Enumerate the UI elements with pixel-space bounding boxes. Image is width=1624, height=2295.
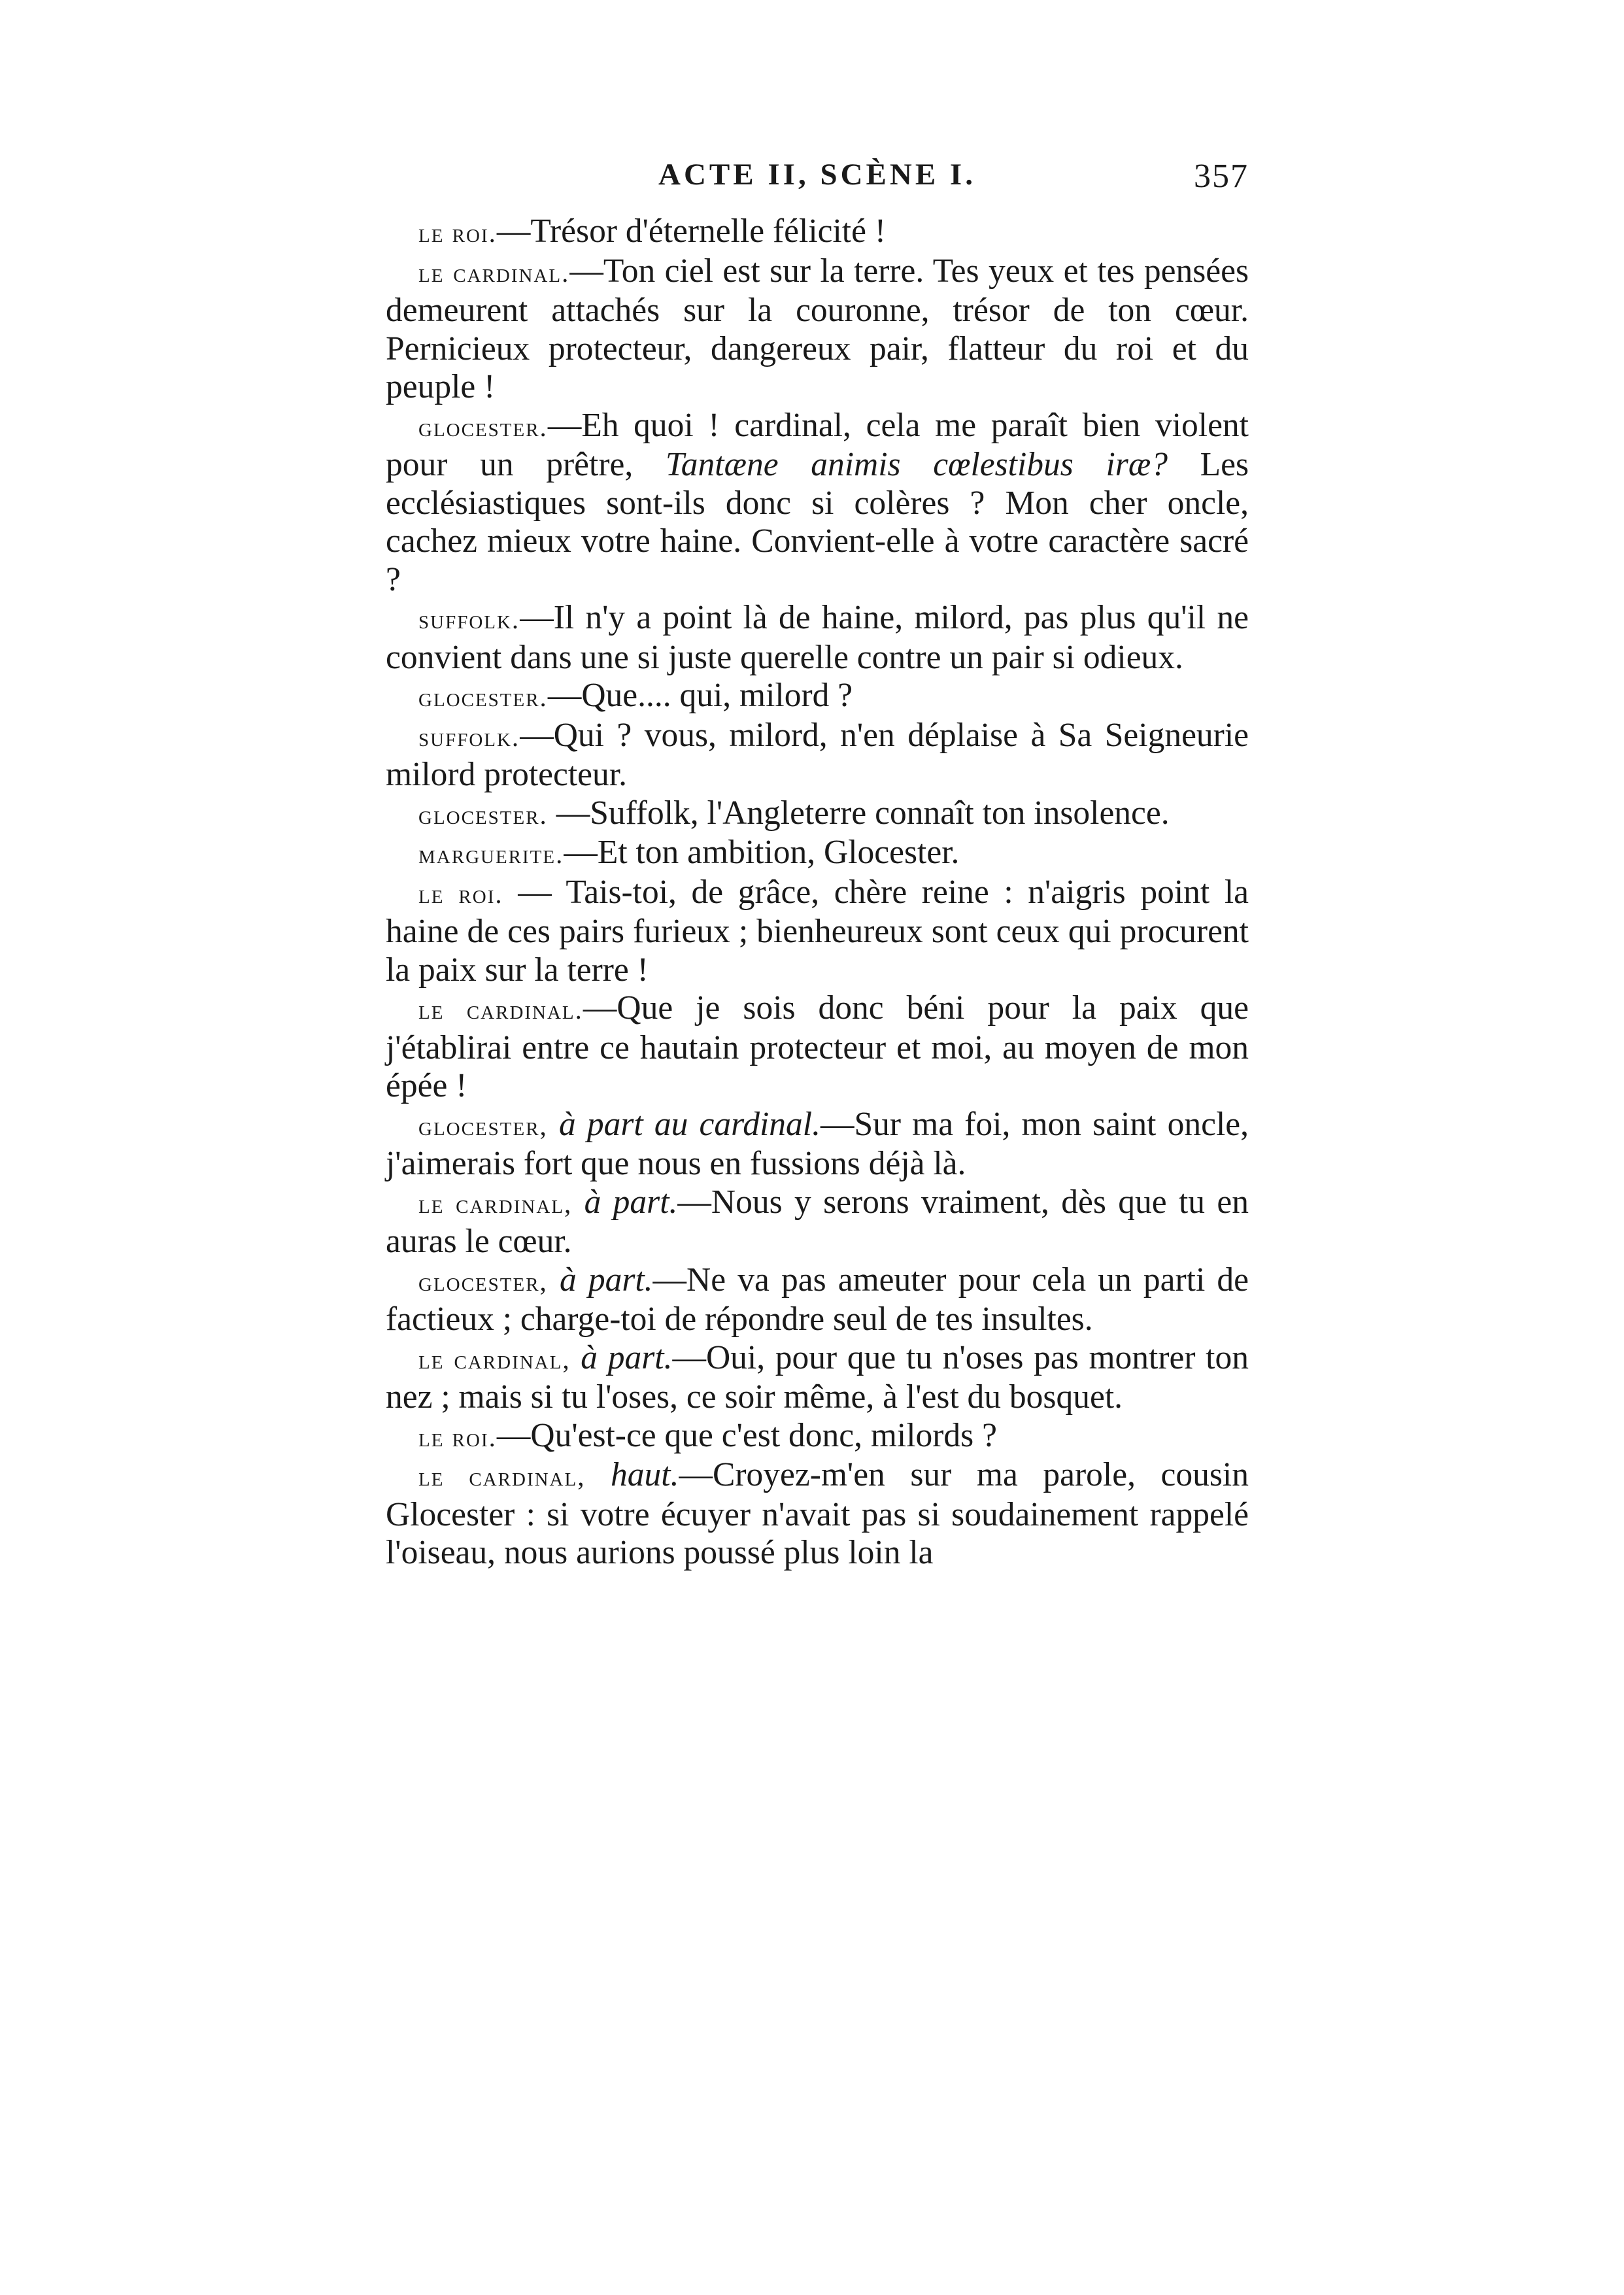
- speech-text: —Nous y serons vraiment, dès que tu en auras le cœur.: [386, 1183, 1249, 1260]
- speech: [386, 874, 1249, 990]
- speech: [386, 989, 1249, 1106]
- speech-text: —Sur ma foi, mon saint oncle, j'aimerais fort que nous en fussions déjà là.: [386, 1105, 1249, 1182]
- stage-direction: à part au cardinal.: [547, 1105, 820, 1143]
- speech: [386, 407, 1249, 600]
- speaker-name: le roi.: [418, 878, 503, 909]
- speech-text: —Croyez-m'en sur ma parole, cousin Glocester : si votre écuyer n'avait pas si soudainement rappelé l'oiseau, nous aurions poussé plus loin la: [386, 1456, 1249, 1571]
- speaker-name: glocester.: [418, 799, 548, 830]
- stage-direction: à part.: [572, 1183, 678, 1221]
- speaker-name: le cardinal,: [418, 1344, 571, 1374]
- speech: [386, 1183, 1249, 1261]
- speaker-name: le cardinal,: [418, 1461, 586, 1491]
- speech-text: —Ne va pas ameuter pour cela un parti de factieux ; charge-toi de répondre seul de tes insultes.: [386, 1261, 1249, 1338]
- speech: [386, 1417, 1249, 1457]
- speech: [386, 1261, 1249, 1339]
- speech-text: —Eh quoi ! cardinal, cela me paraît bien violent pour un prêtre,: [386, 406, 1249, 483]
- speech-text: —Oui, pour que tu n'oses pas montrer ton nez ; mais si tu l'oses, ce soir même, à l'est du bosquet.: [386, 1338, 1249, 1416]
- speech-text: —Que.... qui, milord ?: [547, 677, 853, 714]
- speech-text: —Trésor d'éternelle félicité !: [496, 212, 886, 250]
- speech-text: —Qu'est-ce que c'est donc, milords ?: [496, 1416, 997, 1454]
- speech-text: —Il n'y a point là de haine, milord, pas plus qu'il ne convient dans une si juste querelle contre un pair si odieux.: [386, 599, 1249, 676]
- speaker-name: le roi.: [418, 218, 497, 248]
- speaker-name: le roi.: [418, 1421, 497, 1452]
- speech-text: —Suffolk, l'Angleterre connaît ton insolence.: [547, 794, 1170, 832]
- speaker-name: glocester,: [418, 1266, 548, 1297]
- speech-text: —Et ton ambition, Glocester.: [564, 834, 960, 871]
- speech: [386, 677, 1249, 717]
- page-header: [386, 157, 1249, 209]
- running-title: ACTE II, SCÈNE I.: [658, 158, 976, 192]
- stage-direction: à part.: [547, 1261, 653, 1299]
- stage-direction: haut.: [585, 1456, 679, 1493]
- dialogue-text: [386, 212, 1249, 1572]
- speaker-name: marguerite.: [418, 839, 564, 869]
- speech: [386, 794, 1249, 834]
- speech-text: —Que je sois donc béni pour la paix que j'établirai entre ce hautain protecteur et moi, au moyen de mon épée !: [386, 989, 1249, 1104]
- page-number: 357: [1194, 158, 1249, 195]
- speech: [386, 1339, 1249, 1417]
- latin-quotation: Tantæne animis cœlestibus iræ?: [665, 446, 1168, 483]
- speech-text: —Ton ciel est sur la terre. Tes yeux et tes pensées demeurent attachés sur la couronne, trésor de ton cœur. Pernicieux protecteur, dangereux pair, flatteur du roi et du peuple !: [386, 252, 1249, 405]
- speaker-name: glocester.: [418, 682, 548, 712]
- speaker-name: le cardinal.: [418, 257, 570, 288]
- speech-text: — Tais-toi, de grâce, chère reine : n'aigris point la haine de ces pairs furieux ; bienheureux sont ceux qui procurent la paix sur la terre !: [386, 873, 1249, 989]
- speaker-name: le cardinal.: [418, 994, 583, 1025]
- stage-direction: à part.: [570, 1338, 673, 1376]
- speech: [386, 1106, 1249, 1183]
- speech: [386, 599, 1249, 677]
- speech: [386, 834, 1249, 874]
- speech: [386, 717, 1249, 794]
- speaker-name: le cardinal,: [418, 1188, 573, 1219]
- speaker-name: suffolk.: [418, 721, 520, 752]
- speaker-name: glocester,: [418, 1110, 548, 1141]
- speech: [386, 1456, 1249, 1572]
- speaker-name: suffolk.: [418, 604, 520, 634]
- speech-text: —Qui ? vous, milord, n'en déplaise à Sa Seigneurie milord protecteur.: [386, 716, 1249, 793]
- speaker-name: glocester.: [418, 411, 548, 442]
- speech-text-continued: Les ecclésiastiques sont-ils donc si colères ? Mon cher oncle, cachez mieux votre haine. Convient-elle à votre caractère sacré ?: [386, 446, 1249, 598]
- speech: [386, 212, 1249, 252]
- speech: [386, 252, 1249, 407]
